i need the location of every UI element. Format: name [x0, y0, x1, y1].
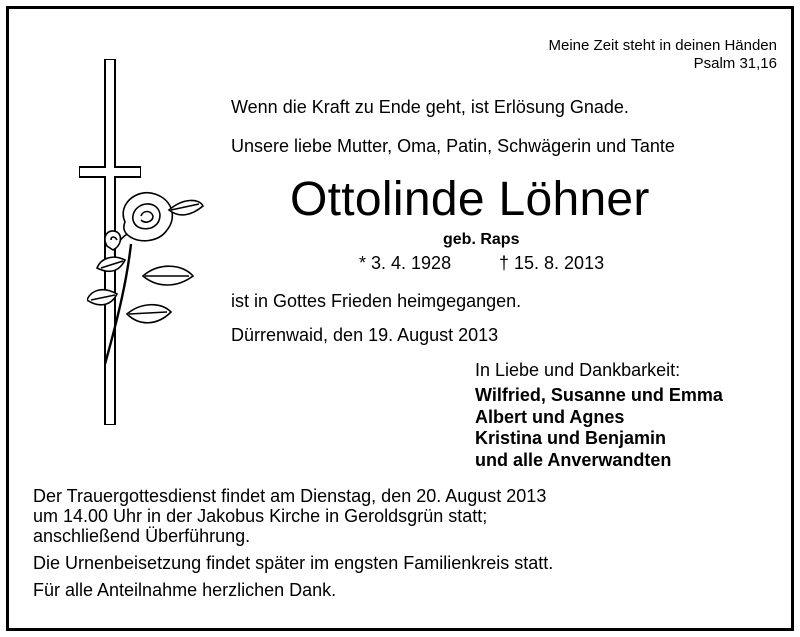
- obituary-notice: [6, 6, 794, 631]
- mourners-intro: In Liebe und Dankbarkeit:: [475, 360, 681, 380]
- mourner-name: Wilfried, Susanne und Emma: [475, 385, 723, 405]
- service-line: Der Trauergottesdienst findet am Dienstag, den 20. August 2013: [33, 486, 547, 506]
- psalm-quote: [549, 37, 777, 73]
- mourners-list: [475, 385, 723, 471]
- intro-line: Unsere liebe Mutter, Oma, Patin, Schwägerin und Tante: [231, 136, 675, 156]
- rose-icon: [87, 184, 207, 374]
- passed-line: ist in Gottes Frieden heimgegangen.: [231, 291, 522, 311]
- place-date: Dürrenwaid, den 19. August 2013: [231, 325, 499, 345]
- birth-name: geb. Raps: [443, 231, 520, 248]
- mourner-name: und alle Anverwandten: [475, 449, 672, 470]
- mourner-name: Albert und Agnes: [475, 406, 625, 427]
- deceased-name: Ottolinde Löhner: [290, 173, 650, 226]
- service-info: [33, 486, 546, 546]
- mourner-name: Kristina und Benjamin: [475, 428, 667, 448]
- verse: Wenn die Kraft zu Ende geht, ist Erlösung Gnade.: [231, 97, 629, 117]
- thanks-line: Für alle Anteilnahme herzlichen Dank.: [33, 580, 337, 600]
- birth-date: * 3. 4. 1928: [359, 253, 452, 273]
- psalm-text: Meine Zeit steht in deinen Händen: [548, 37, 777, 54]
- death-date: † 15. 8. 2013: [499, 253, 605, 273]
- service-line: anschließend Überführung.: [33, 526, 251, 546]
- psalm-reference: Psalm 31,16: [693, 55, 777, 72]
- service-line: um 14.00 Uhr in der Jakobus Kirche in Geroldsgrün statt;: [33, 506, 488, 526]
- urn-info: Die Urnenbeisetzung findet später im engsten Familienkreis statt.: [33, 553, 554, 573]
